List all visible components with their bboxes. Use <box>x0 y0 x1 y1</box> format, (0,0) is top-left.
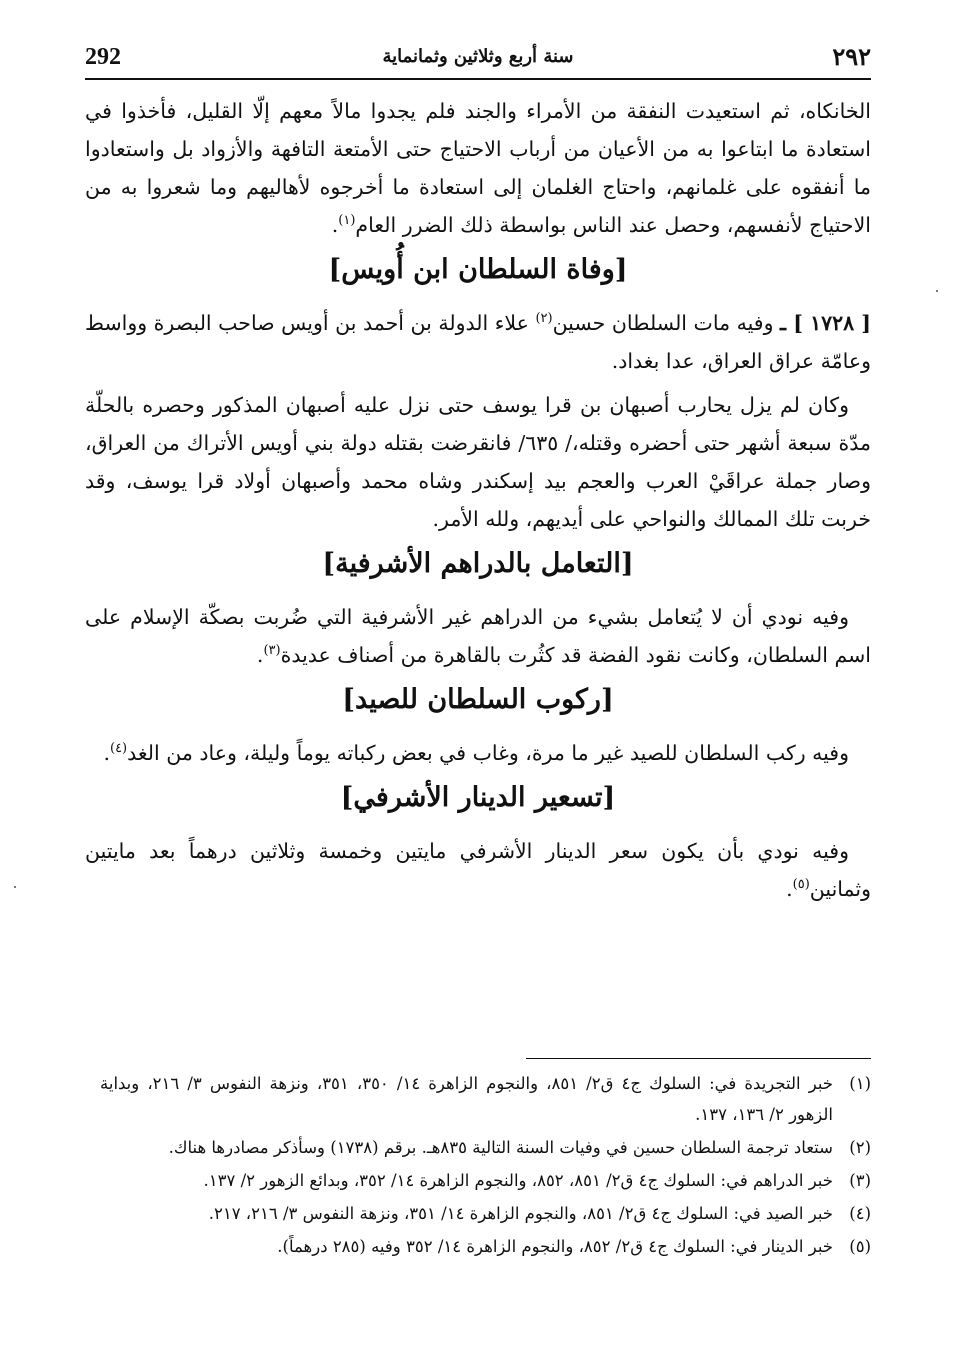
footnote-text: ستعاد ترجمة السلطان حسين في وفيات السنة التالية ٨٣٥هـ. برقم (١٧٣٨) وسأذكر مصادرها هناك. <box>168 1138 833 1157</box>
footnote-number: (٢) <box>849 1138 871 1157</box>
footnote <box>100 1198 871 1229</box>
footnote-number: (١) <box>849 1074 871 1093</box>
section-heading-dinar-price: [تسعير الدينار الأشرفي] <box>340 782 616 813</box>
running-title: سنة أربع وثلاثين وثمانماية <box>382 46 574 67</box>
header-rule <box>85 78 871 80</box>
footnote-number: (٥) <box>849 1237 871 1256</box>
paragraph-5-text: وفيه ركب السلطان للصيد غير ما مرة، وغاب في بعض ركباته يوماً وليلة، وعاد من الغد <box>127 741 849 765</box>
paragraph-3: وكان لم يزل يحارب أصبهان بن قرا يوسف حتى نزل عليه أصبهان المذكور وحصره بالحلّة مدّة سبعة أشهر حتى أحضره وقتله،/ ٦٣٥/ فانقرضت بقتله دولة بني أويس الأتراك من العراق، وصار جملة عراقَيْ العرب والعجم بيد إسكندر وشاه محمد وأصبهان أولاد قرا يوسف، وقد خربت تلك الممالك والنواحي على أيديهم، ولله الأمر. <box>85 393 871 531</box>
paragraph-6 <box>85 832 871 908</box>
sentence-end: . <box>256 643 264 667</box>
scan-speck <box>14 886 16 888</box>
footnote <box>100 1068 871 1130</box>
footnote-ref-3: (٣) <box>263 643 281 659</box>
footnote <box>100 1231 871 1262</box>
main-text <box>85 92 871 914</box>
page-header <box>85 38 871 78</box>
sentence-end: . <box>786 877 793 901</box>
footnote-ref-4: (٤) <box>109 741 128 757</box>
paragraph-6-text: وفيه نودي بأن يكون سعر الدينار الأشرفي مايتين وخمسة وثلاثين درهماً بعد مايتين وثمانين <box>85 839 871 901</box>
sentence-end: . <box>103 741 110 765</box>
footnote-number: (٤) <box>849 1204 871 1223</box>
footnote-ref-2: (٢) <box>535 311 553 327</box>
scan-speck <box>936 290 938 292</box>
footnote-number: (٣) <box>849 1171 871 1190</box>
section-heading-ashrafi-dirhams: [التعامل بالدراهم الأشرفية] <box>322 548 634 579</box>
section-heading-hunting: [ركوب السلطان للصيد] <box>342 684 614 715</box>
footnote-text: خبر الدينار في: السلوك ج٤ ق٢/ ٨٥٢، والنجوم الزاهرة ١٤/ ٣٥٢ وفيه (٢٨٥ درهماً). <box>277 1237 833 1256</box>
paragraph-1 <box>85 92 871 244</box>
paragraph-5 <box>85 734 871 772</box>
footnote-text: خبر الدراهم في: السلوك ج٤ ق٢/ ٨٥١، ٨٥٢، والنجوم الزاهرة ١٤/ ٣٥٢، وبدائع الزهور ٢/ ١٣٧. <box>203 1171 833 1190</box>
page-number-arabic: ٢٩٢ <box>832 42 871 71</box>
footnote-text: خبر الصيد في: السلوك ج٤ ق٢/ ٨٥١، والنجوم الزاهرة ١٤/ ٣٥١، ونزهة النفوس ٣/ ٢١٦، ٢١٧. <box>208 1204 833 1223</box>
paragraph-2-text-b: علاء الدولة بن أحمد بن أويس صاحب البصرة وواسط وعامّة عراق العراق، عدا بغداد. <box>85 311 871 373</box>
footnote <box>100 1165 871 1196</box>
page-number-latin: 292 <box>85 44 121 70</box>
entry-number: [ ١٧٢٨ ] ـ <box>780 311 872 335</box>
footnote-ref-5: (٥) <box>792 877 810 893</box>
paragraph-4 <box>85 598 871 674</box>
footnote-text: خبر التجريدة في: السلوك ج٤ ق٢/ ٨٥١، والنجوم الزاهرة ١٤/ ٣٥٠، ٣٥١، ونزهة النفوس ٣/ ٢١٦، وبداية الزهور ٢/ ١٣٦، ١٣٧. <box>100 1074 834 1124</box>
footnote-rule <box>526 1058 871 1059</box>
paragraph-entry-1728 <box>85 304 871 380</box>
footnote <box>100 1132 871 1163</box>
paragraph-4-text: وفيه نودي أن لا يُتعامل بشيء من الدراهم غير الأشرفية التي ضُربت بصكّة الإسلام على اسم السلطان، وكانت نقود الفضة قد كثُرت بالقاهرة من أصناف عديدة <box>85 605 871 667</box>
sentence-end: . <box>331 213 339 237</box>
paragraph-2-text-a: وفيه مات السلطان حسين <box>552 311 781 335</box>
footnote-ref-1: (١) <box>338 213 356 229</box>
paragraph-1-text: الخانكاه، ثم استعيدت النفقة من الأمراء والجند فلم يجدوا مالاً معهم إلّا القليل، فأخذوا في استعادة ما ابتاعوا به من الأعيان من أرباب الاحتياج حتى الأمتعة التافهة والأزواد بل واستعادوا ما أنفقوه على غلمانهم، واحتاج الغلمان إلى استعادة ما أخرجوه لأهاليهم وما شعروا به من الاحتياج لأنفسهم، وحصل عند الناس بواسطة ذلك الضرر العام <box>85 99 871 237</box>
section-heading-death-of-sultan: [وفاة السلطان ابن أُويس] <box>328 254 628 285</box>
footnotes <box>100 1068 871 1264</box>
